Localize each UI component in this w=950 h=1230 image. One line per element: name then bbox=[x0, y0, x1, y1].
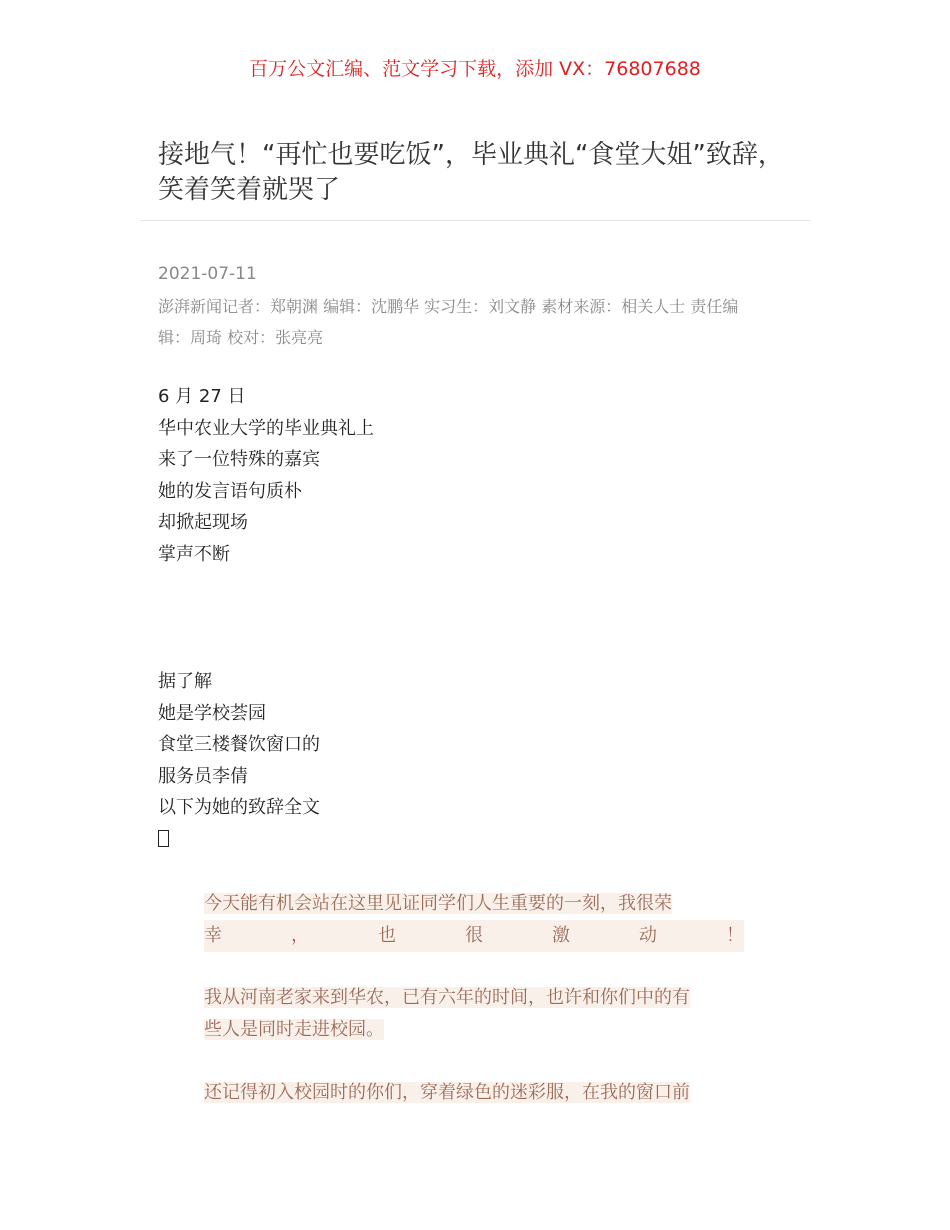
article-credits bbox=[158, 291, 788, 353]
watermark-banner: 百万公文汇编、范文学习下载，添加 VX：76807688 bbox=[249, 58, 701, 80]
credits-line-1: 澎湃新闻记者：郑朝渊 编辑：沈鹏华 实习生：刘文静 素材来源：相关人士 责任编 bbox=[158, 297, 739, 316]
title-divider bbox=[140, 220, 810, 221]
speech-line-justified bbox=[204, 920, 744, 952]
facts-line: 以下为她的致辞全文 bbox=[158, 797, 320, 819]
intro-paragraph bbox=[158, 381, 758, 571]
speech-char: 幸 bbox=[204, 925, 222, 946]
title-line-1: 接地气！“再忙也要吃饭”，毕业典礼“食堂大姐”致辞， bbox=[158, 140, 784, 170]
intro-line: 掌声不断 bbox=[158, 543, 230, 565]
facts-line: 服务员李倩 bbox=[158, 765, 248, 787]
facts-line: 她是学校荟园 bbox=[158, 702, 266, 724]
speech-line: 些人是同时走进校园。 bbox=[204, 1019, 384, 1040]
title-line-2: 笑着笑着就哭了 bbox=[158, 175, 341, 205]
speech-line: 今天能有机会站在这里见证同学们人生重要的一刻，我很荣 bbox=[204, 893, 672, 914]
intro-line: 华中农业大学的毕业典礼上 bbox=[158, 417, 374, 439]
speech-char: 激 bbox=[552, 925, 570, 946]
facts-line: 据了解 bbox=[158, 671, 212, 692]
speech-paragraph-1 bbox=[204, 888, 744, 952]
speech-char: 动 bbox=[639, 925, 657, 946]
credits-line-2: 辑：周琦 校对：张亮亮 bbox=[158, 328, 324, 347]
speech-paragraph-3 bbox=[204, 1077, 744, 1109]
intro-line: 她的发言语句质朴 bbox=[158, 480, 302, 502]
speech-line: 还记得初入校园时的你们，穿着绿色的迷彩服，在我的窗口前 bbox=[204, 1082, 690, 1103]
publish-date: 2021-07-11 bbox=[158, 264, 257, 284]
intro-line: 6 月 27 日 bbox=[158, 386, 246, 407]
speech-line: 我从河南老家来到华农，已有六年的时间，也许和你们中的有 bbox=[204, 987, 690, 1008]
intro-line: 却掀起现场 bbox=[158, 512, 248, 534]
facts-line: 食堂三楼餐饮窗口的 bbox=[158, 734, 320, 756]
speech-paragraph-2 bbox=[204, 982, 744, 1046]
facts-paragraph bbox=[158, 666, 758, 856]
speech-char: 很 bbox=[465, 925, 483, 946]
article-title bbox=[158, 138, 798, 208]
speech-char: ， bbox=[291, 925, 309, 946]
intro-line: 来了一位特殊的嘉宾 bbox=[158, 449, 320, 471]
speech-char: 也 bbox=[378, 925, 396, 946]
speech-char: ！ bbox=[726, 925, 744, 946]
missing-glyph-icon bbox=[158, 824, 758, 856]
